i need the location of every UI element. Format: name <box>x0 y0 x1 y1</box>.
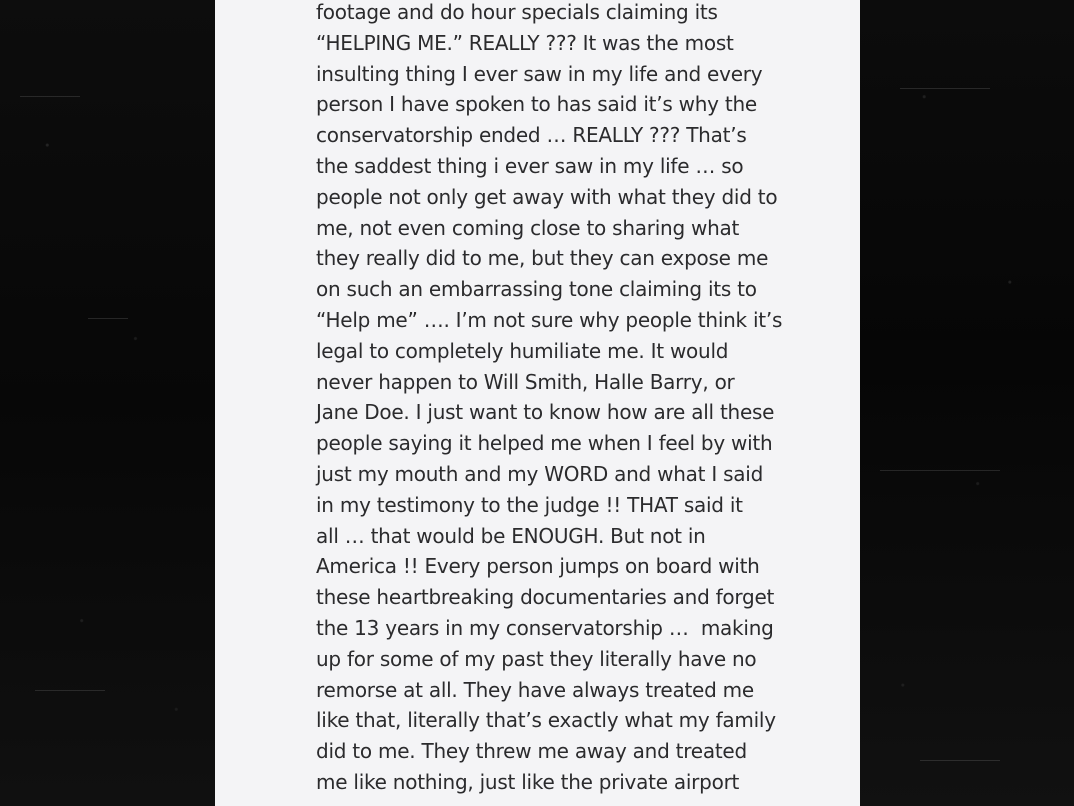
text-line: the 13 years in my conservatorship … making <box>316 615 774 640</box>
text-line: up for some of my past they literally have no <box>316 646 757 671</box>
film-scratch <box>35 690 105 691</box>
text-line: the saddest thing i ever saw in my life … so <box>316 153 744 178</box>
text-line: remorse at all. They have always treated me <box>316 677 754 702</box>
text-line: footage and do hour specials claiming its <box>316 0 718 24</box>
text-line: they really did to me, but they can expose me <box>316 246 769 271</box>
text-line: America !! Every person jumps on board with <box>316 554 760 579</box>
text-line: in my testimony to the judge !! THAT said it <box>316 492 743 517</box>
notes-screenshot-panel <box>215 0 860 806</box>
text-line: “Help me” …. I’m not sure why people think it’s <box>316 307 783 332</box>
text-line: just my mouth and my WORD and what I said <box>316 461 764 486</box>
text-line: conservatorship ended … REALLY ??? That’s <box>316 123 747 148</box>
text-line: on such an embarrassing tone claiming its to <box>316 277 757 302</box>
text-line: people saying it helped me when I feel by with <box>316 431 773 456</box>
text-line: “HELPING ME.” REALLY ??? It was the most <box>316 30 734 55</box>
text-line: all … that would be ENOUGH. But not in <box>316 523 706 548</box>
text-line: never happen to Will Smith, Halle Barry, or <box>316 369 735 394</box>
text-line: people not only get away with what they did to <box>316 184 778 209</box>
film-scratch <box>880 470 1000 471</box>
text-line: did to me. They threw me away and treated <box>316 739 747 764</box>
text-line: legal to completely humiliate me. It would <box>316 338 729 363</box>
text-line: like that, literally that’s exactly what my family <box>316 708 776 733</box>
text-line: me like nothing, just like the private airport <box>316 769 740 794</box>
text-line: person I have spoken to has said it’s why the <box>316 92 757 117</box>
post-text <box>316 0 836 798</box>
text-line: me, not even coming close to sharing what <box>316 215 740 240</box>
text-line: Jane Doe. I just want to know how are all these <box>316 400 775 425</box>
right-dark-background <box>860 0 1074 806</box>
text-line: these heartbreaking documentaries and forget <box>316 585 775 610</box>
text-line: insulting thing I ever saw in my life and every <box>316 61 763 86</box>
film-scratch <box>20 96 80 97</box>
film-scratch <box>900 88 990 89</box>
film-scratch <box>88 318 128 319</box>
film-scratch <box>920 760 1000 761</box>
left-dark-background <box>0 0 215 806</box>
